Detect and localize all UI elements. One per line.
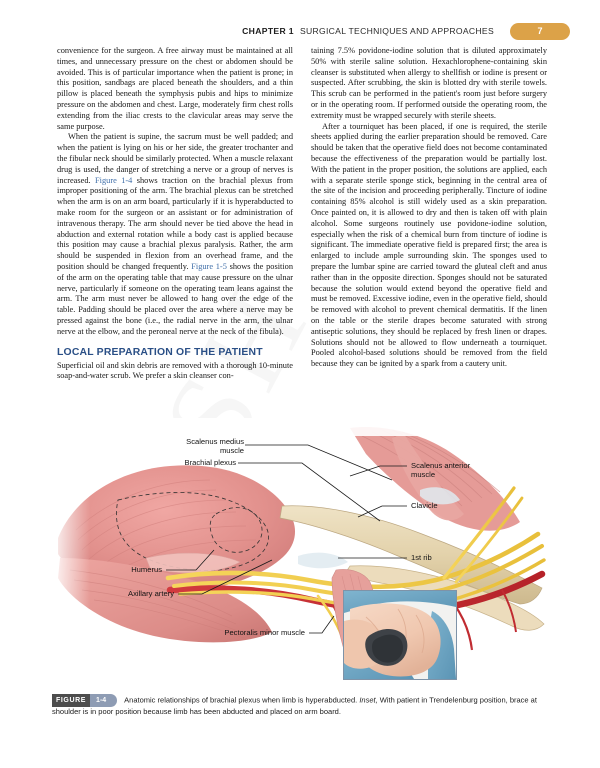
label-first-rib: 1st rib	[411, 553, 432, 562]
body-columns	[57, 46, 547, 382]
figure-reference-1-5[interactable]: Figure 1-5	[191, 261, 227, 271]
label-scalenus-medius-muscle: Scalenus medius muscle	[186, 437, 244, 456]
caption-badge	[52, 694, 117, 707]
caption-text-b: With patient in Trendelenburg position, brace at shoulder is in poor position because limb has been abducted and placed on arm board.	[52, 695, 537, 717]
paragraph-left-2-part-a: When the patient is supine, the sacrum must be well padded; and when the patient is lying on his or her side, the greater trochanter and the fibular neck should be similarly protected. When a muscle relaxant drug is used, the danger of stretching a nerve or a group of nerves is increased.	[57, 132, 293, 185]
paragraph-left-1: convenience for the surgeon. A free airway must be maintained at all times, and unnecessary pressure on the chest or abdomen should be avoided. This is of particular importance when the patient is prone; in this position, sandbags are placed beneath the shoulders, and a thin pillow is placed beneath the symphysis pubis and hips to minimize pressure on the abdomen and chest. Large, moderately firm chest rolls extending from the iliac crests to the clavicular areas may serve the same purpose.	[57, 46, 293, 131]
caption-inset-word: Inset,	[359, 695, 378, 705]
caption-badge-word: FIGURE	[52, 694, 90, 707]
label-pectoralis-minor-muscle: Pectoralis minor muscle	[224, 628, 305, 637]
inset-photo	[343, 590, 457, 680]
page-number-badge: 7	[510, 23, 570, 40]
label-humerus: Humerus	[131, 565, 162, 574]
left-column	[57, 46, 293, 382]
chapter-label: CHAPTER 1	[242, 26, 294, 36]
figure-caption	[52, 694, 552, 718]
paragraph-left-3: Superficial oil and skin debris are removed with a thorough 10-minute soap-and-water scrub. We prefer a skin cleanser con-	[57, 360, 293, 381]
label-clavicle: Clavicle	[411, 501, 438, 510]
label-brachial-plexus: Brachial plexus	[184, 458, 236, 467]
inset-photo-svg	[344, 591, 456, 679]
paragraph-left-2-part-c: shows the position of the arm on the operating table that may cause pressure on the ulnar nerve, particularly if someone on the operating team leans against the arm. The arm must never be allowed to hang over the edge of the table. Padding should be placed over the area where a nerve may be pressed against the bone (i.e., the radial nerve in the arm, the ulnar nerve at the elbow, and the peroneal nerve at the neck of the fibula).	[57, 261, 293, 336]
shoulder-brace-inner	[372, 635, 403, 663]
label-scalenus-anterior-muscle: Scalenus anterior muscle	[411, 461, 471, 480]
paragraph-right-2: After a tourniquet has been placed, if one is required, the sterile sheets applied during the earlier preparation should be removed. Care should be taken that the operative field does not become contaminated because the effectiveness of the preparation would be partially lost. With the patient in the proper position, the solutions are applied, each with a separate sterile sponge stick, beginning in the central area of the site of the incision and proceeding peripherally. Tincture of iodine containing 85% alcohol is still widely used as a skin preparation. Once painted on, it is allowed to dry and then is taken off with plain alcohol. Some surgeons routinely use povidone-iodine solution, especially when the risk of a chemical burn from tincture of iodine is significant. The immediate operative field is prepared first; the area is enlarged to include ample surrounding skin. The sponges used to prepare the lumbar spine are carried toward the gluteal cleft and anus rather than in the opposite direction. Sponges should not be saturated because the solution would extend beyond the operative field and must be removed. Excessive iodine, even in the operative field, should be removed with alcohol to prevent chemical dermatitis. If the linen on the table or the sterile drapes become saturated with strong antiseptic solutions, they should be replaced by fresh linen or drapes. Solutions should not be allowed to flow underneath a tourniquet. Pooled alcohol-based solutions should be removed from the field because they can be ignited by a spark from a cautery unit.	[311, 121, 547, 369]
paragraph-left-2	[57, 132, 293, 337]
paragraph-right-1: taining 7.5% povidone-iodine solution that is diluted approximately 50% with sterile saline solution. Hexachlorophene-containing skin cleanser is substituted when allergy to shellfish or iodine is present or suspected. After scrubbing, the skin is blotted dry with sterile towels. This scrub can be performed in the patient's room just before surgery or in the operating room. If performed outside the operating room, the extremity must be wrapped securely with sterile sheets.	[311, 46, 547, 120]
section-heading-local-preparation: LOCAL PREPARATION OF THE PATIENT	[57, 346, 263, 358]
running-head	[50, 20, 570, 42]
label-axillary-artery: Axillary artery	[128, 589, 174, 598]
figure-reference-1-4[interactable]: Figure 1-4	[95, 175, 133, 185]
caption-text-a: Anatomic relationships of brachial plexus when limb is hyperabducted.	[124, 695, 360, 705]
caption-badge-number: 1-4	[90, 694, 117, 707]
paragraph-left-2-part-b: shows traction on the brachial plexus from improper positioning of the arm. The brachial plexus can be stretched when the arm is on an arm board, particularly if it is hyperabducted to make room for the surgeon or an assistant or for administration of intravenous therapy. The arm should never be tied above the head in abduction and external rotation while a body cast is applied because this position may cause a brachial plexus paralysis. Rather, the arm should be suspended in flexion from an overhead frame, and the position should be changed frequently.	[57, 175, 293, 271]
chapter-title: SURGICAL TECHNIQUES AND APPROACHES	[299, 26, 494, 36]
right-column	[311, 46, 547, 382]
figure-1-4	[50, 418, 550, 688]
